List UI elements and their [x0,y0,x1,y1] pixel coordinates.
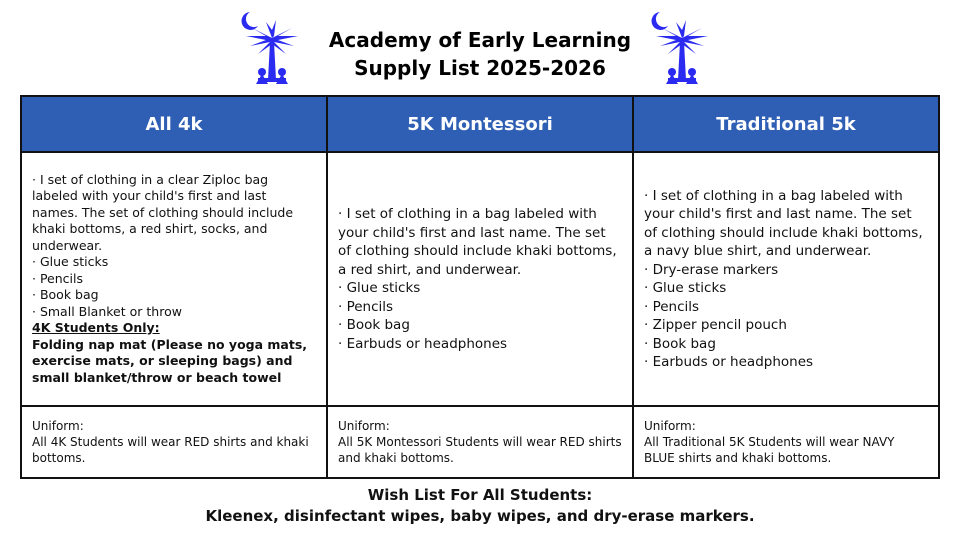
list-item: · Small Blanket or throw [32,303,182,319]
uniform-label: Uniform: [644,419,696,433]
traditional-5k-uniform [633,406,939,478]
wish-list-text: Kleenex, disinfectant wipes, baby wipes, and dry-erase markers. [205,507,755,525]
list-item: · Earbuds or headphones [338,335,508,352]
list-item: · Book bag [644,335,716,352]
wish-list-title: Wish List For All Students: [367,486,593,504]
supply-table [20,95,940,479]
list-item: · Book bag [338,317,410,333]
list-item: · I set of clothing in a bag labeled with your child's first and last name. The set of clothing should include khaki bottoms, a red shirt, and underwear. [338,206,617,278]
page-title [0,26,960,82]
list-item: · Earbuds or headphones [644,354,814,370]
column-heading-5k-montessori: 5K Montessori [327,96,633,152]
list-item: · I set of clothing in a bag labeled with your child's first and last name. The set of clothing should include khaki bottoms, a navy blue shirt, and underwear. [644,187,923,259]
all-4k-uniform [21,406,327,478]
all-4k-items [21,152,327,406]
list-item: · Pencils [32,270,83,286]
title-line-2: Supply List 2025-2026 [354,56,606,80]
uniform-text: All 4K Students will wear RED shirts and khaki bottoms. [32,435,309,465]
items-row [21,152,939,406]
uniform-label: Uniform: [338,419,390,433]
5k-montessori-uniform [327,406,633,478]
column-heading-all-4k: All 4k [21,96,327,152]
uniform-label: Uniform: [32,419,84,433]
traditional-5k-items [633,152,939,406]
list-item: · I set of clothing in a clear Ziploc bag labeled with your child's first and last names. The set of clothing should include khaki bottoms, a red shirt, socks, and underwear. [32,171,294,253]
list-item: · Pencils [644,298,700,315]
4k-only-text: Folding nap mat (Please no yoga mats, exercise mats, or sleeping bags) and small blanket/throw or beach towel [32,336,308,385]
list-item: · Book bag [32,287,99,303]
uniform-text: All 5K Montessori Students will wear RED shirts and khaki bottoms. [338,435,622,465]
list-item: · Glue sticks [32,254,109,270]
uniform-text: All Traditional 5K Students will wear NAVY BLUE shirts and khaki bottoms. [644,435,895,465]
4k-only-label: 4K Students Only: [32,320,160,336]
column-heading-traditional-5k: Traditional 5k [633,96,939,152]
list-item: · Pencils [338,298,394,315]
title-line-1: Academy of Early Learning [328,28,632,52]
header-row [21,96,939,152]
list-item: · Glue sticks [644,280,727,296]
list-item: · Dry-erase markers [644,261,779,278]
wish-list [0,485,960,527]
uniform-row [21,406,939,478]
list-item: · Glue sticks [338,280,421,296]
5k-montessori-items [327,152,633,406]
list-item: · Zipper pencil pouch [644,317,787,333]
